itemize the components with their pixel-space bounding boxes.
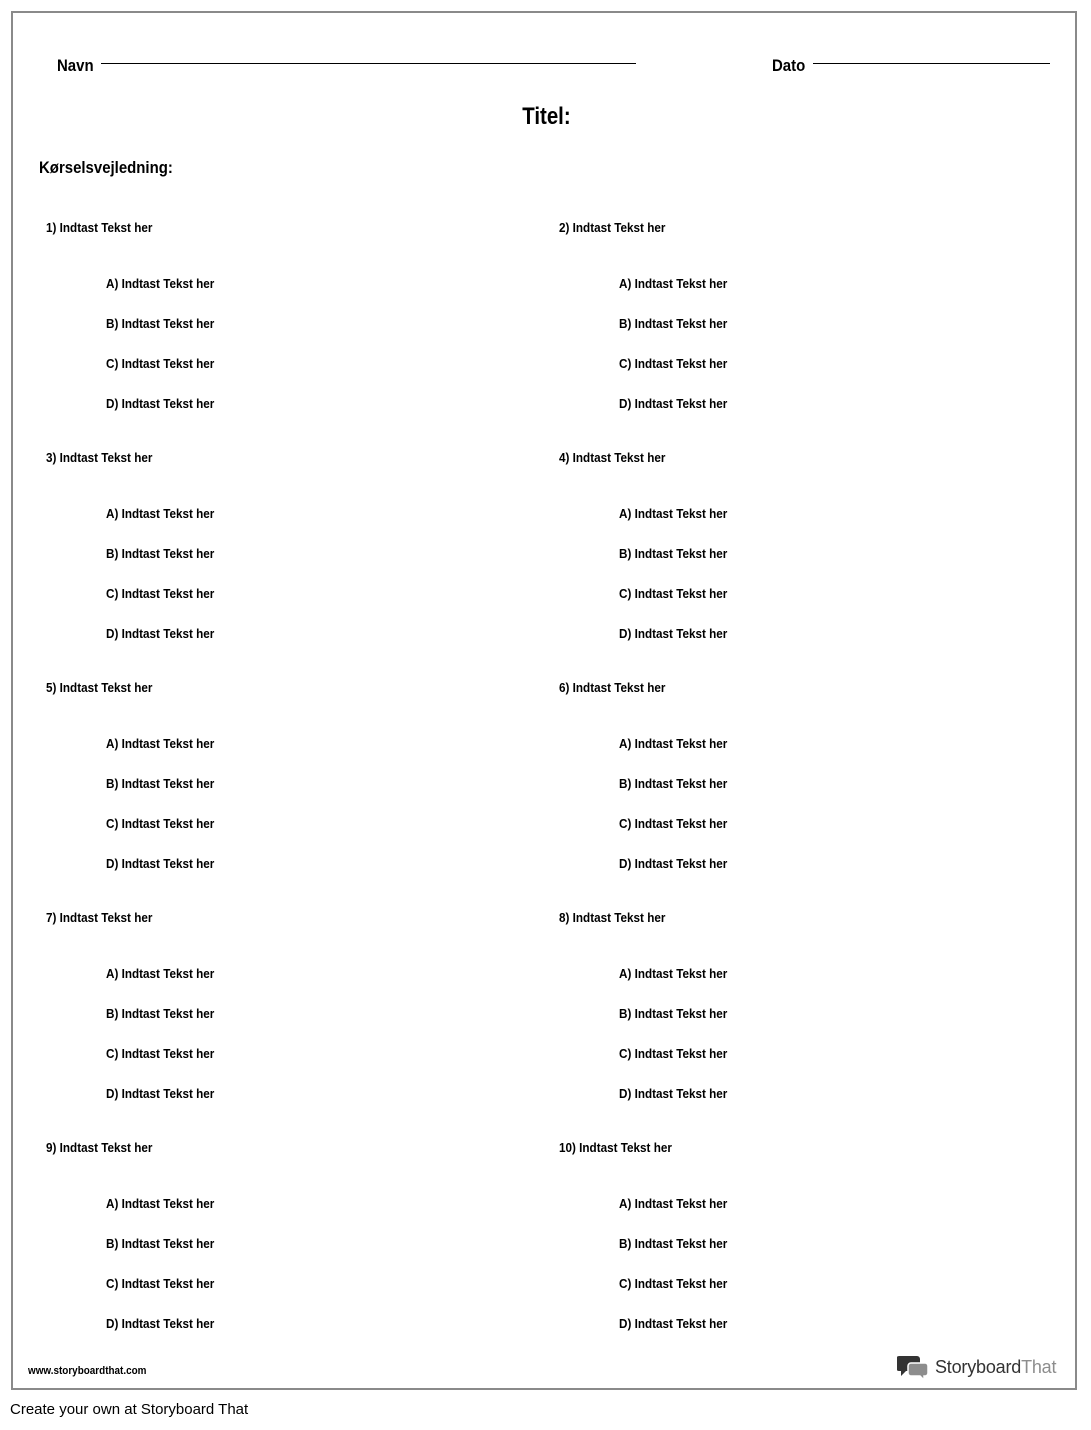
question-5-option-c: C) Indtast Tekst her xyxy=(106,816,215,831)
question-6-option-a: A) Indtast Tekst her xyxy=(619,736,728,751)
question-6-label: 6) Indtast Tekst her xyxy=(559,680,666,695)
page-title: Titel: xyxy=(521,103,571,130)
question-5-option-d: D) Indtast Tekst her xyxy=(106,856,215,871)
instructions-label: Kørselsvejledning: xyxy=(39,158,173,177)
question-9-option-c: C) Indtast Tekst her xyxy=(106,1276,215,1291)
question-10-option-c: C) Indtast Tekst her xyxy=(619,1276,728,1291)
question-7-option-a: A) Indtast Tekst her xyxy=(106,966,215,981)
question-9-option-a: A) Indtast Tekst her xyxy=(106,1196,215,1211)
question-1-option-d: D) Indtast Tekst her xyxy=(106,396,215,411)
question-10-option-d: D) Indtast Tekst her xyxy=(619,1316,728,1331)
brand-name: StoryboardThat xyxy=(935,1356,1057,1377)
date-line xyxy=(813,63,1050,64)
footer-url: www.storyboardthat.com xyxy=(28,1365,147,1377)
storyboardthat-logo xyxy=(897,1353,1056,1381)
question-7-option-b: B) Indtast Tekst her xyxy=(106,1006,215,1021)
question-2-option-a: A) Indtast Tekst her xyxy=(619,276,728,291)
question-10-label: 10) Indtast Tekst her xyxy=(559,1140,672,1155)
question-8-option-b: B) Indtast Tekst her xyxy=(619,1006,728,1021)
worksheet xyxy=(11,11,1077,1390)
question-2-label: 2) Indtast Tekst her xyxy=(559,220,666,235)
question-3-label: 3) Indtast Tekst her xyxy=(46,450,153,465)
question-1-label: 1) Indtast Tekst her xyxy=(46,220,153,235)
question-6-option-d: D) Indtast Tekst her xyxy=(619,856,728,871)
question-1-option-b: B) Indtast Tekst her xyxy=(106,316,215,331)
question-9-label: 9) Indtast Tekst her xyxy=(46,1140,153,1155)
question-4-label: 4) Indtast Tekst her xyxy=(559,450,666,465)
question-9-option-b: B) Indtast Tekst her xyxy=(106,1236,215,1251)
question-7-option-d: D) Indtast Tekst her xyxy=(106,1086,215,1101)
question-4-option-b: B) Indtast Tekst her xyxy=(619,546,728,561)
question-9-option-d: D) Indtast Tekst her xyxy=(106,1316,215,1331)
question-5-label: 5) Indtast Tekst her xyxy=(46,680,153,695)
question-2-option-d: D) Indtast Tekst her xyxy=(619,396,728,411)
question-2-option-b: B) Indtast Tekst her xyxy=(619,316,728,331)
question-4-option-d: D) Indtast Tekst her xyxy=(619,626,728,641)
question-4-option-c: C) Indtast Tekst her xyxy=(619,586,728,601)
question-4-option-a: A) Indtast Tekst her xyxy=(619,506,728,521)
name-label: Navn xyxy=(57,56,94,75)
question-7-option-c: C) Indtast Tekst her xyxy=(106,1046,215,1061)
question-3-option-c: C) Indtast Tekst her xyxy=(106,586,215,601)
question-3-option-d: D) Indtast Tekst her xyxy=(106,626,215,641)
question-7-label: 7) Indtast Tekst her xyxy=(46,910,153,925)
create-caption: Create your own at Storyboard That xyxy=(10,1401,249,1418)
question-3-option-b: B) Indtast Tekst her xyxy=(106,546,215,561)
question-8-label: 8) Indtast Tekst her xyxy=(559,910,666,925)
date-label: Dato xyxy=(772,56,806,75)
question-1-option-a: A) Indtast Tekst her xyxy=(106,276,215,291)
question-6-option-c: C) Indtast Tekst her xyxy=(619,816,728,831)
question-10-option-a: A) Indtast Tekst her xyxy=(619,1196,728,1211)
name-line xyxy=(101,63,636,64)
question-2-option-c: C) Indtast Tekst her xyxy=(619,356,728,371)
question-3-option-a: A) Indtast Tekst her xyxy=(106,506,215,521)
question-1-option-c: C) Indtast Tekst her xyxy=(106,356,215,371)
question-8-option-d: D) Indtast Tekst her xyxy=(619,1086,728,1101)
speech-bubbles-icon xyxy=(897,1354,929,1380)
question-5-option-b: B) Indtast Tekst her xyxy=(106,776,215,791)
question-10-option-b: B) Indtast Tekst her xyxy=(619,1236,728,1251)
question-8-option-a: A) Indtast Tekst her xyxy=(619,966,728,981)
question-5-option-a: A) Indtast Tekst her xyxy=(106,736,215,751)
question-8-option-c: C) Indtast Tekst her xyxy=(619,1046,728,1061)
question-6-option-b: B) Indtast Tekst her xyxy=(619,776,728,791)
